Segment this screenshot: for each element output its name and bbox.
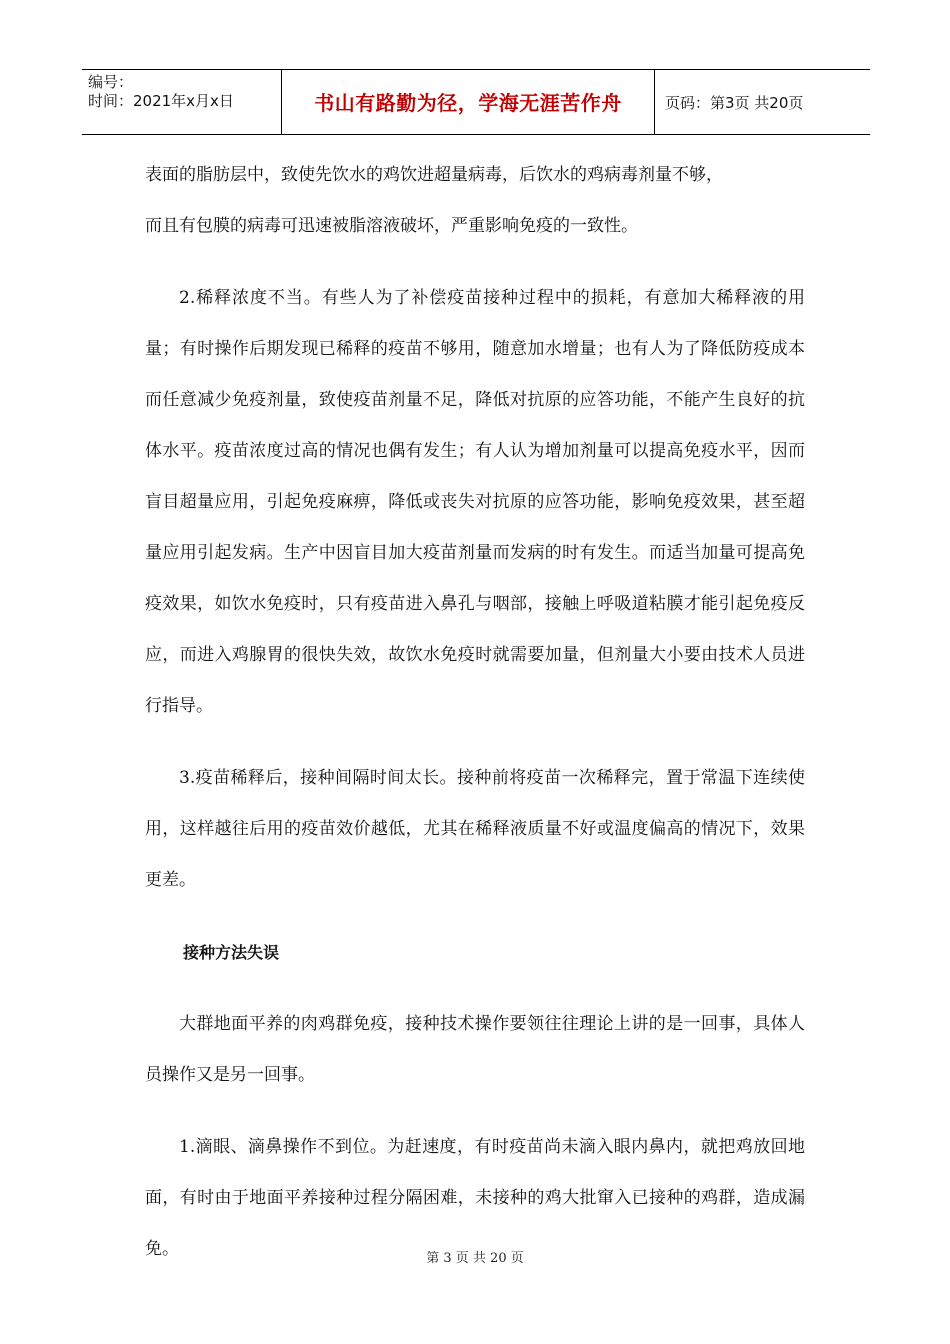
paragraph-interval: 3.疫苗稀释后，接种间隔时间太长。接种前将疫苗一次稀释完，置于常温下连续使用，这样越往后用的疫苗效价越低，尤其在稀释液质量不好或温度偏高的情况下，效果更差。 [145, 768, 805, 890]
section-heading: 接种方法失误 [183, 943, 280, 962]
paragraph-dilution: 2.稀释浓度不当。有些人为了补偿疫苗接种过程中的损耗，有意加大稀释液的用量；有时操作后期发现已稀释的疫苗不够用，随意加水增量；也有人为了降低防疫成本而任意减少免疫剂量，致使疫苗剂量不足，降低对抗原的应答功能，不能产生良好的抗体水平。疫苗浓度过高的情况也偶有发生；有人认为增加剂量可以提高免疫水平，因而盲目超量应用，引起免疫麻痹，降低或丧失对抗原的应答功能，影响免疫效果，甚至超量应用引起发病。生产中因盲目加大疫苗剂量而发病的时有发生。而适当加量可提高免疫效果，如饮水免疫时，只有疫苗进入鼻孔与咽部，接触上呼吸道粘膜才能引起免疫反应，而进入鸡腺胃的很快失效，故饮水免疫时就需要加量，但剂量大小要由技术人员进行指导。 [145, 288, 805, 716]
header-motto: 书山有路勤为径，学海无涯苦作舟 [282, 70, 655, 134]
time-label: 时间：2021年x月x日 [88, 92, 234, 110]
document-header [82, 69, 870, 135]
paragraph-continued-line-2: 而且有包膜的病毒可迅速被脂溶液破坏，严重影响免疫的一致性。 [145, 216, 638, 236]
document-body [145, 150, 805, 1275]
header-page-info: 页码：第3页 共20页 [665, 94, 804, 112]
paragraph-intro: 大群地面平养的肉鸡群免疫，接种技术操作要领往往理论上讲的是一回事，具体人员操作又是另一回事。 [145, 1014, 805, 1085]
paragraph-eye-drop: 1.滴眼、滴鼻操作不到位。为赶速度，有时疫苗尚未滴入眼内鼻内，就把鸡放回地面，有时由于地面平养接种过程分隔困难，未接种的鸡大批窜入已接种的鸡群，造成漏免。 [145, 1137, 805, 1259]
header-meta [82, 70, 282, 134]
number-label: 编号： [88, 73, 134, 91]
paragraph-continued-line-1: 表面的脂肪层中，致使先饮水的鸡饮进超量病毒，后饮水的鸡病毒剂量不够， [145, 165, 723, 185]
page-footer: 第 3 页 共 20 页 [426, 1251, 524, 1266]
